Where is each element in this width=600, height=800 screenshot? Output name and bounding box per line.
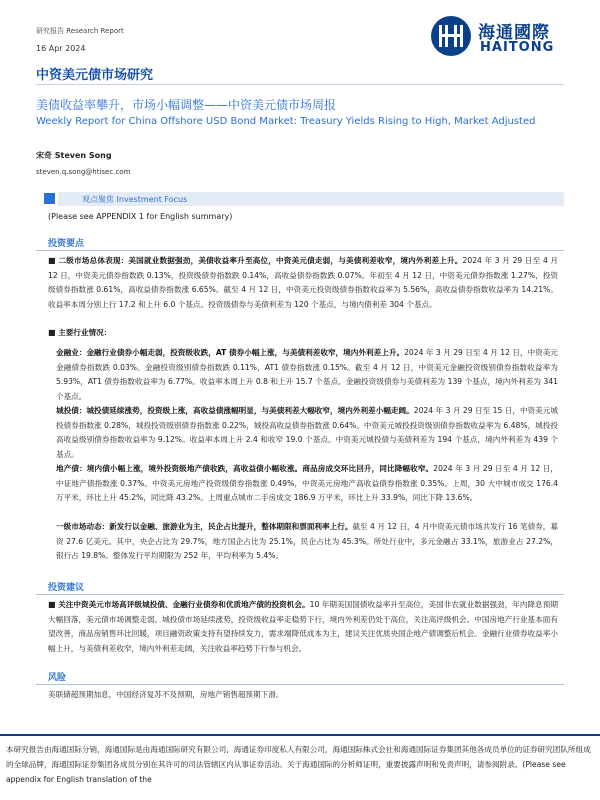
highlight-lgfv — [56, 404, 558, 462]
highlight-secondary-market — [48, 254, 558, 312]
author-email[interactable]: steven.q.song@htisec.com — [36, 168, 131, 176]
bullet-icon: ■ — [48, 256, 59, 265]
advice-bold: 关注中资美元市场高评级城投债、金融行业债券和优质地产债的投资机会。 — [58, 600, 310, 609]
footer-divider — [0, 734, 600, 736]
advice-text: 10 年期美国国债收益率升至高位，美国非农就业数据强劲，年内降息预期大幅回落，美元债市场调整走弱。城投债市场延续涨势，投资级收益率走稳势下行，境内外利差仍处于高位，关注高评级机会。中国房地产行业基本面有望改善，商品房销售环比回暖，项目融资政策支持有望持续发力，需求端降低成本为主，建议关注优质央国企地产债调整后机会。金融行业债券收益率小幅上升，与美债利差收窄，境内外利差走阔，关注收益率趋势下行参与机会。 — [48, 600, 559, 653]
report-subtitle-cn: 美债收益率攀升，市场小幅调整——中资美元债市场周报 — [36, 98, 337, 112]
section-divider — [36, 594, 564, 595]
highlight-financial — [56, 346, 558, 404]
primary-market-text: 截至 4 月 12 日，4 月中资美元债市场共发行 16 笔债券，募资 27.6 亿美元。其中，央企占比为 29.7%，地方国企占比为 25.1%，民企占比为 45.3%。所处行业中，多元金融占 33.1%，旅游业占 27.2%，银行占 19.8%。整体发行平均期限为 252 年，平均利率为 5.4%。 — [56, 522, 558, 561]
lgfv-bold: 城投债：城投债延续涨势，投资级上涨，高收益债涨幅明显，与美债利差大幅收窄，境内外利差小幅走阔。 — [56, 406, 414, 415]
section-title-risk: 风险 — [48, 673, 67, 683]
title-divider — [36, 84, 564, 85]
lgfv-text: 2024 年 3 月 29 日至 15 日，中资美元城投债券指数涨 0.28%，城投投资级别债券指数涨 0.22%，城投高收益债券指数涨 0.64%。中资美元城投投资级别债券指数收益率为 6.48%，城投投高收益级别债券指数收益率为 9.12%。收益率本周上升 2.4 和收窄 19.0 个基点。中资美元城投债与美债利差为 194 个基点，境内外利差为 439 个基点。 — [56, 406, 558, 459]
haitong-logo — [430, 15, 562, 57]
risk-text: 美联储超预期加息，中国经济复苏不及预期，房地产销售超预期下滑。 — [48, 690, 284, 699]
highlight-text: 2024 年 3 月 29 日至 4 月 12 日，中资美元债券指数跌 0.13%，投资级债券指数跌 0.14%，高收益债券指数跌 0.07%。年初至 4 月 12 日，中资美元债券指数涨 1.27%，投资级债券指数涨 0.61%，高收益债券指数涨 6.65%。截至 4 月 12 日，中资美元投资级债券指数收益率为 5.56%，高收益债券指数收益率为 14.21%。收益率本周分别上行 17.2 和上升 6.0 个基点。投资级债券与美债利差为 120 个基点，与境内债利差 304 个基点。 — [48, 256, 558, 309]
real-estate-bold: 地产债：境内债小幅上涨，境外投资级地产债收跌，高收益债小幅收涨。商品房成交环比回升，同比降幅收窄。 — [56, 464, 434, 473]
haitong-logo-icon — [430, 15, 472, 57]
author-name: 宋奇 Steven Song — [36, 151, 112, 160]
page-title: 中资美元债市场研究 — [36, 68, 154, 83]
bullet-icon: ■ — [48, 328, 59, 337]
bullet-icon: ■ — [48, 600, 59, 609]
section-divider — [36, 250, 564, 251]
section-title-advice: 投资建议 — [48, 583, 85, 593]
financial-bold: 金融业：金融行业债券小幅走弱，投资级收跌，AT 债券小幅上涨，与美债利差收窄，境内外利差上升。 — [56, 348, 405, 357]
report-type-label: 研究报告 Research Report — [36, 27, 124, 35]
real-estate-text: 2024 年 3 月 29 日至 4 月 12 日，中证地产债指数涨 0.37%。中资美元房地产投资级债券指数涨 0.49%，中资美元房地产高收益债券指数涨 0.35%。上周，30 大中城市成交 176.4 万平米，环比上升 45.2%，同比降 43.2%。上周重点城市二手房成交 186.9 万平米，环比上升 33.9%，同比下降 13.6%。 — [56, 464, 558, 503]
highlight-bold: 主要行业情况： — [58, 328, 112, 337]
financial-text: 2024 年 3 月 29 日至 4 月 12 日，中资美元金融债券指数跌 0.03%。金融投资级别债券指数跌 0.11%，AT1 债券指数涨 0.15%。截至 4 月 12 日，中资美元金融投资级别债券指数收益率为 5.93%，AT1 债券指数收益率为 6.77%。收益率本周上升 0.8 和上升 15.7 个基点。金融投资级债券与美债利差为 139 个基点，境内外利差为 341 个基点。 — [56, 348, 558, 401]
primary-market-bold: 一级市场动态：新发行以金融、旅游业为主，民企占比提升，整体期限和票面利率上行。 — [56, 522, 353, 531]
footer-disclaimer: 本研究报告由海通国际分销，海通国际是由海通国际研究有限公司，海通证券印度私人有限公司，海通国际株式会社和海通国际证券集团其他各成员单位的证券研究团队所组成的全球品牌，海通国际证券集团各成员分别在其许可的司法管辖区内从事证券活动。关于海通国际的分析师证明，重要披露声明和免责声明，请参阅附录。(Please see appendix for English translation of the — [6, 745, 591, 784]
highlight-industries — [48, 326, 558, 341]
investment-advice — [48, 598, 558, 656]
investment-focus-label: 观点聚焦 Investment Focus — [82, 195, 188, 204]
focus-marker-icon — [44, 193, 55, 204]
appendix-note: (Please see APPENDIX 1 for English summary) — [48, 212, 233, 221]
section-title-highlights: 投资要点 — [48, 239, 85, 249]
highlight-primary-market — [56, 520, 558, 564]
logo-text-en: HAITONG — [480, 40, 555, 55]
report-date: 16 Apr 2024 — [36, 44, 86, 53]
highlight-bold: 二级市场总体表现：美国就业数据强劲，美债收益率升至高位，中资美元债走弱，与美债利差收窄，境内外利差上升。 — [58, 256, 463, 265]
section-divider — [36, 684, 564, 685]
highlight-real-estate — [56, 462, 558, 506]
report-subtitle-en: Weekly Report for China Offshore USD Bond Market: Treasury Yields Rising to High, Market Adjusted — [36, 116, 536, 127]
logo-text-cn: 海通國際 — [478, 23, 550, 43]
